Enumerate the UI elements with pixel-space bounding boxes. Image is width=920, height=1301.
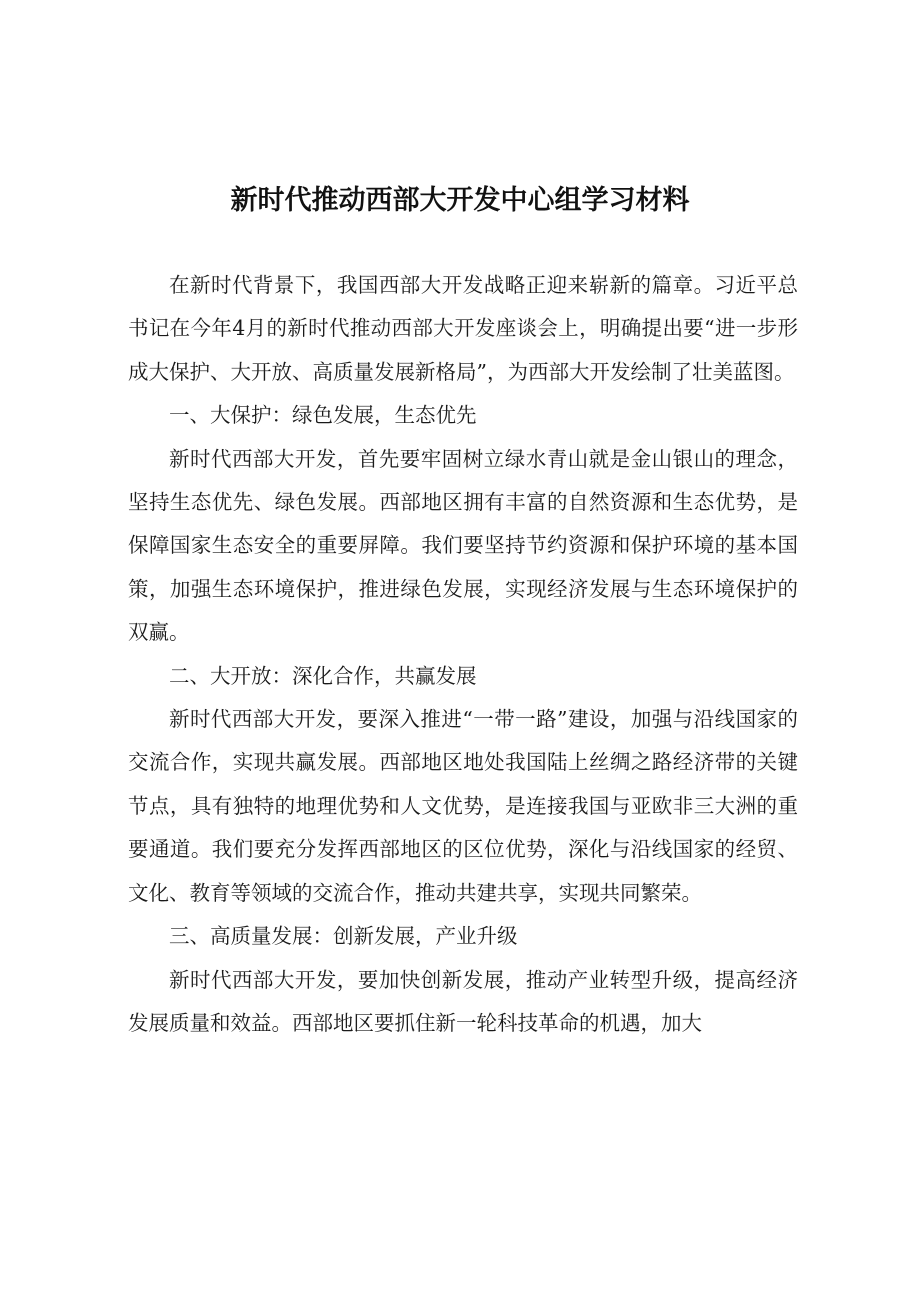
document-body bbox=[128, 264, 798, 1045]
section-heading-3: 三、高质量发展：创新发展，产业升级 bbox=[169, 924, 518, 949]
section-heading-1: 一、大保护：绿色发展，生态优先 bbox=[169, 403, 477, 428]
section-heading-2: 二、大开放：深化合作，共赢发展 bbox=[169, 663, 477, 688]
intro-paragraph: 在新时代背景下，我国西部大开发战略正迎来崭新的篇章。习近平总书记在今年4月的新时代推动西部大开发座谈会上，明确提出要“进一步形成大保护、大开放、高质量发展新格局”，为西部大开发绘制了壮美蓝图。 bbox=[128, 273, 798, 384]
section-paragraph-3: 新时代西部大开发，要加快创新发展，推动产业转型升级，提高经济发展质量和效益。西部地区要抓住新一轮科技革命的机遇，加大 bbox=[128, 967, 798, 1035]
section-paragraph-1: 新时代西部大开发，首先要牢固树立绿水青山就是金山银山的理念，坚持生态优先、绿色发展。西部地区拥有丰富的自然资源和生态优势，是保障国家生态安全的重要屏障。我们要坚持节约资源和保护环境的基本国策，加强生态环境保护，推进绿色发展，实现经济发展与生态环境保护的双赢。 bbox=[128, 446, 798, 645]
section-paragraph-2: 新时代西部大开发，要深入推进“一带一路”建设，加强与沿线国家的交流合作，实现共赢发展。西部地区地处我国陆上丝绸之路经济带的关键节点，具有独特的地理优势和人文优势，是连接我国与亚欧非三大洲的重要通道。我们要充分发挥西部地区的区位优势，深化与沿线国家的经贸、文化、教育等领域的交流合作，推动共建共享，实现共同繁荣。 bbox=[128, 707, 798, 905]
document-title: 新时代推动西部大开发中心组学习材料 bbox=[230, 185, 690, 216]
